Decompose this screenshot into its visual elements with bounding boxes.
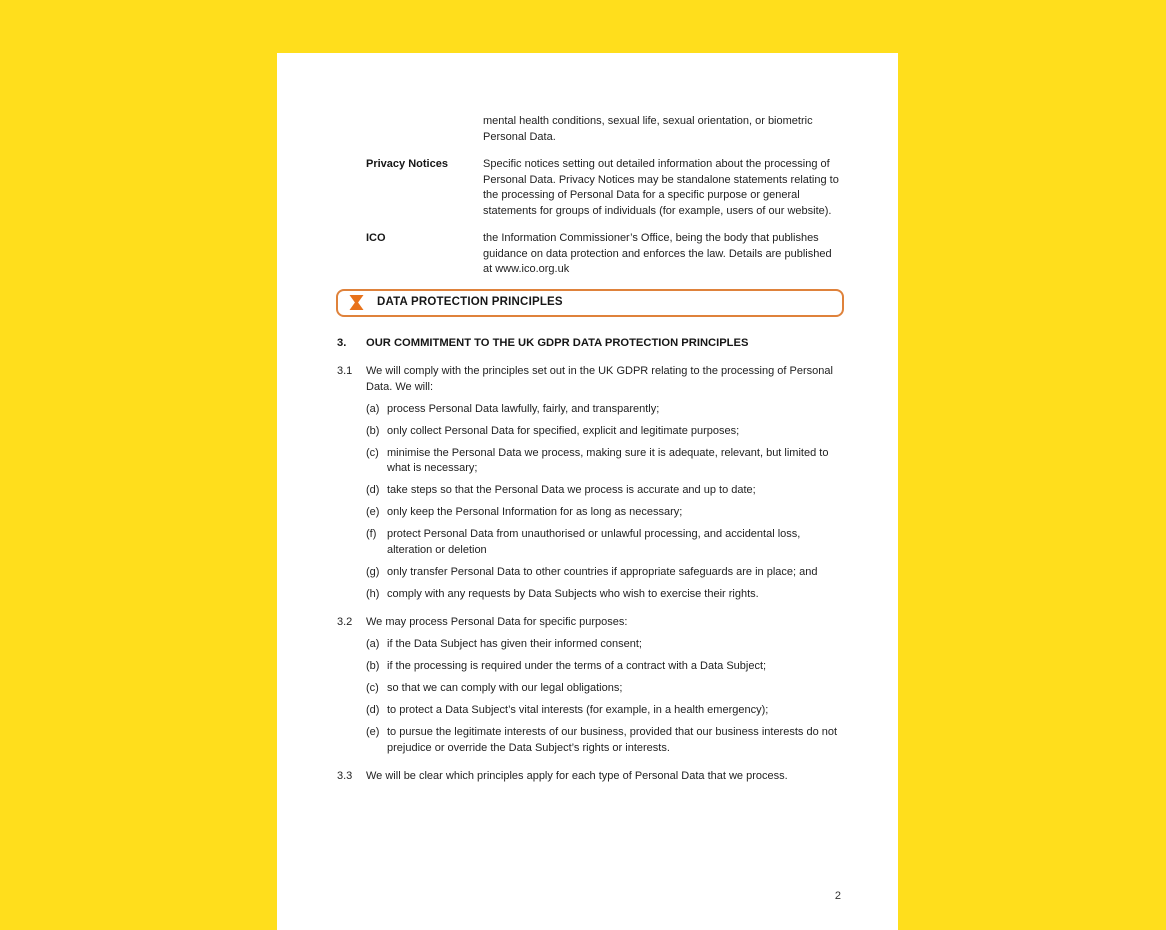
list-item-marker: (c) <box>366 682 379 694</box>
clause-text: We will comply with the principles set out in the UK GDPR relating to the processing of Personal Data. We will: <box>366 365 833 393</box>
clause-text: We will be clear which principles apply for each type of Personal Data that we process. <box>366 770 788 782</box>
section-number: 3. <box>337 336 347 349</box>
list-item <box>366 446 848 477</box>
list-item <box>366 402 848 418</box>
definition-term: ICO <box>366 232 386 244</box>
section-heading <box>277 336 898 352</box>
list-item-marker: (a) <box>366 402 380 415</box>
list-item-marker: (d) <box>366 704 380 716</box>
definition-continuation-text: mental health conditions, sexual life, sexual orientation, or biometric Personal Data. <box>483 115 813 143</box>
clause-body <box>366 615 848 756</box>
clause-body <box>366 769 848 785</box>
list-item-marker: (b) <box>366 660 380 672</box>
list-item-marker: (d) <box>366 484 380 496</box>
list-item-text: only keep the Personal Information for as long as necessary; <box>387 506 683 518</box>
definition-row <box>277 157 898 219</box>
list-item-text: minimise the Personal Data we process, making sure it is adequate, relevant, but limited to what is necessary; <box>387 446 829 474</box>
list-item-text: only collect Personal Data for specified, explicit and legitimate purposes; <box>387 424 740 437</box>
definition-text: Specific notices setting out detailed information about the processing of Personal Data. Privacy Notices may be standalone statements relating to the processing of Personal Data for a specific purpose or general statements for groups of individuals (for example, users of our website). <box>483 158 839 217</box>
clause <box>277 769 898 785</box>
section-banner <box>336 289 844 317</box>
list-item-text: if the processing is required under the terms of a contract with a Data Subject; <box>387 660 767 672</box>
list-item-marker: (e) <box>366 506 380 518</box>
list-item <box>366 681 848 697</box>
banner-title: DATA PROTECTION PRINCIPLES <box>377 295 563 308</box>
hourglass-icon <box>348 295 365 310</box>
list-item-marker: (f) <box>366 528 377 540</box>
list-item-marker: (b) <box>366 424 380 437</box>
list-item <box>366 703 848 719</box>
clause-number: 3.2 <box>337 616 353 628</box>
page-number: 2 <box>834 890 841 902</box>
list-item <box>366 565 848 581</box>
list-item-text: to pursue the legitimate interests of our business, provided that our business interests do not prejudice or override the Data Subject’s rights or interests. <box>387 726 838 754</box>
list-item-marker: (c) <box>366 446 379 459</box>
clause-list <box>366 402 848 603</box>
definition-term: Privacy Notices <box>366 158 448 170</box>
list-item-text: to protect a Data Subject’s vital interests (for example, in a health emergency); <box>387 704 769 716</box>
list-item <box>366 637 848 653</box>
list-item-text: protect Personal Data from unauthorised or unlawful processing, and accidental loss, alteration or deletion <box>387 528 801 556</box>
list-item-text: so that we can comply with our legal obligations; <box>387 682 623 694</box>
list-item-text: only transfer Personal Data to other countries if appropriate safeguards are in place; and <box>387 565 818 578</box>
list-item-text: take steps so that the Personal Data we process is accurate and up to date; <box>387 484 756 496</box>
list-item-marker: (a) <box>366 638 380 650</box>
document-page <box>277 53 898 930</box>
list-item <box>366 659 848 675</box>
list-item <box>366 725 848 756</box>
list-item <box>366 587 848 603</box>
clause <box>277 364 898 602</box>
list-item-marker: (g) <box>366 565 380 578</box>
clause-number: 3.3 <box>337 770 353 782</box>
list-item <box>366 505 848 521</box>
list-item <box>366 527 848 558</box>
clause-list <box>366 637 848 756</box>
list-item <box>366 424 848 440</box>
section-title: OUR COMMITMENT TO THE UK GDPR DATA PROTECTION PRINCIPLES <box>366 336 749 349</box>
clause-number: 3.1 <box>337 365 353 377</box>
list-item-text: if the Data Subject has given their informed consent; <box>387 638 642 650</box>
list-item-marker: (e) <box>366 726 380 738</box>
definition-text: the Information Commissioner’s Office, being the body that publishes guidance on data protection and enforces the law. Details are published at www.ico.org.uk <box>483 232 832 275</box>
list-item-text: process Personal Data lawfully, fairly, and transparently; <box>387 402 660 415</box>
clause-body <box>366 364 848 602</box>
definition-row <box>277 231 898 278</box>
clauses <box>277 364 898 785</box>
list-item-text: comply with any requests by Data Subjects who wish to exercise their rights. <box>387 587 759 600</box>
list-item <box>366 483 848 499</box>
definitions-list <box>277 157 898 278</box>
clause <box>277 615 898 756</box>
list-item-marker: (h) <box>366 587 380 600</box>
clause-text: We may process Personal Data for specific purposes: <box>366 616 628 628</box>
